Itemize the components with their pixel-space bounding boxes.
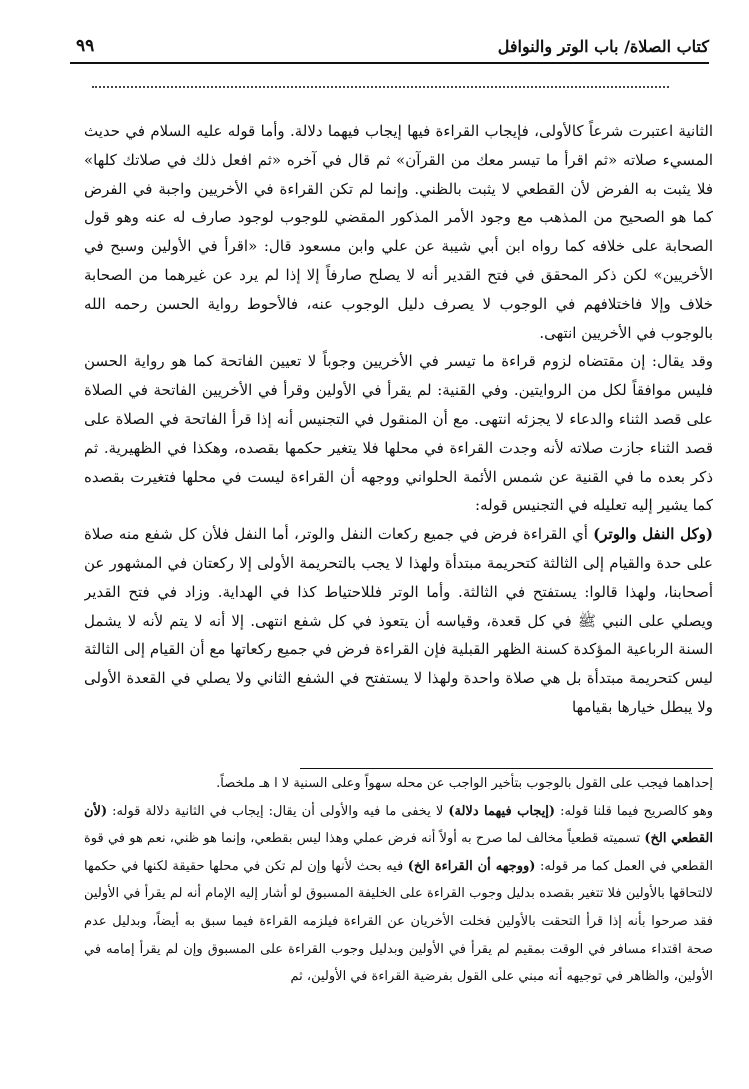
page-header: [70, 26, 709, 64]
main-paragraph: الثانية اعتبرت شرعاً كالأولى، فإيجاب القراءة فيها إيجاب فيهما دلالة. وأما قوله عليه السلام في حديث المسيء صلاته «ثم اقرأ ما تيسر معك من القرآن» ثم قال في آخره «ثم افعل ذلك في صلاتك كلها» فلا يثبت به الفرض لأن القطعي لا يثبت بالظني. وإنما لم تكن القراءة في الأخريين واجبة في الفرض كما هو الصحيح من المذهب مع وجود الأمر المذكور المقضي للوجوب لوجود صارف له عنه وهو قول الصحابة على خلافه كما رواه ابن أبي شيبة عن علي وابن مسعود قال: «اقرأ في الأولين وسبح في الأخريين» لكن ذكر المحقق في فتح القدير أنه لا يصلح صارفاً إلا إذا لم يرد عن غيرهما من الصحابة خلاف وإلا فاختلافهم في الوجوب لا يصرف دليل الوجوب عنه، فالأحوط رواية الحسن رحمه الله بالوجوب في الأخريين انتهى.: [84, 122, 713, 342]
footnote-paragraph: وهو كالصريح فيما قلنا قوله: (إيجاب فيهما دلالة) لا يخفى ما فيه والأولى أن يقال: إيجاب في الثانية دلالة قوله: (لأن القطعي الخ) تسميته قطعياً مخالف لما صرح به أولاً أنه فرض عملي وهذا ليس بقطعي، وإنما هو ظني، نعم هو في قوة القطعي في العمل كما مر قوله: (ووجهه أن القراءة الخ) فيه بحث لأنها وإن لم تكن في محلها حقيقة لكنها في حكمها لالتحاقها بالأولين فلا تتغير بقصده بدليل وجوب القراءة على الخليفة المسبوق لو أشار إليه الإمام أنه لم يقرأ في الأولين فقد صرحوا بأنه إذا قرأ التحقت بالأولين فخلت الأخريان عن القراءة فيلزمه القراءة فيما سبق به أيضاً، وبدليل عدم صحة اقتداء مسافر في الوقت بمقيم لم يقرأ في الأولين وبدليل وجوب القراءة على المسبوق وإن لم يقرأ إمامه في الأولين، والظاهر في توجيهه أنه مبني على القول بفرضية القراءة في الأولين، ثم: [84, 803, 713, 985]
bold-quote: (ووجهه أن القراءة الخ): [407, 858, 536, 874]
bold-quote: (إيجاب فيهما دلالة): [448, 803, 556, 819]
main-paragraph: وقد يقال: إن مقتضاه لزوم قراءة ما تيسر في الأخريين وجوباً لا تعيين الفاتحة كما هو رواية الحسن فليس موافقاً لكل من الروايتين. وفي القنية: لم يقرأ في الأولين وقرأ في الأخريين الفاتحة في الصلاة على قصد الثناء والدعاء لا يجزئه انتهى. مع أن المنقول في التجنيس أنه إذا قرأ الفاتحة في الصلاة على قصد الثناء جازت صلاته لأنه وجدت القراءة في محلها فلا يتغير حكمها بقصده، وهكذا في الظهيرية. ثم ذكر بعده ما في القنية عن شمس الأئمة الحلواني ووجهه أن القراءة ليست في محلها فتغيرت بقصده كما يشير إليه تعليله في التجنيس قوله:: [84, 352, 713, 515]
paragraph-text: أي القراءة فرض في جميع ركعات النفل والوتر، أما النفل فلأن كل شفع منه صلاة على حدة والقيام إلى الثالثة كتحريمة مبتدأة ولهذا لا يجب بالتحريمة الأولى إلا ركعتان في المشهور عن أصحابنا، ولهذا قالوا: يستفتح في الثالثة. وأما الوتر فللاحتياط كذا في الهداية. وزاد في فتح القدير ويصلي على النبي ﷺ في كل قعدة، وقياسه أن يتعوذ في كل شفع انتهى. إلا أنه لا يتم لأنه لا يشمل السنة الرباعية المؤكدة كسنة الظهر القبلية فإن القراءة فرض في جميع ركعاتها مع أن القيام إلى الثالثة ليس كتحريمة مبتدأة بل هي صلاة واحدة ولهذا لا يستفتح في الشفع الثاني ولا يصلي في القعدة الأولى ولا يبطل خيارها بقيامها: [84, 525, 713, 716]
bold-quote: (لأن القطعي الخ): [84, 803, 713, 847]
main-paragraph: [84, 520, 713, 722]
footnote-section: [84, 770, 713, 1082]
footnote-line: إحداهما فيجب على القول بالوجوب بتأخير الواجب عن محله سهواً وعلى السنية لا ا هـ ملخصاً.: [216, 776, 713, 791]
running-title: كتاب الصلاة/ باب الوتر والنوافل: [497, 37, 709, 56]
footnote-separator: [300, 768, 713, 769]
page-number: ٩٩: [76, 36, 95, 56]
dotted-separator: [92, 86, 669, 88]
main-text: [84, 117, 713, 757]
bold-heading: (وكل النفل والوتر): [593, 525, 713, 544]
